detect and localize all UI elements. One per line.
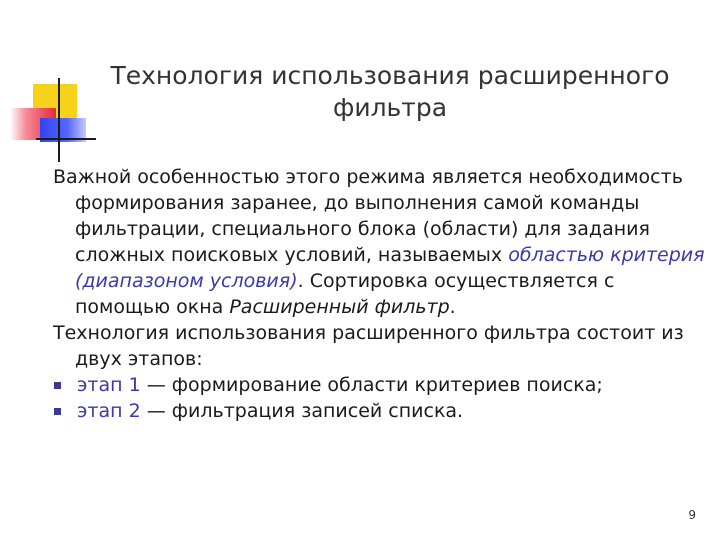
list-item [53, 398, 713, 424]
steps-list [53, 372, 713, 424]
step-label: этап 1 [77, 374, 141, 396]
paragraph-text: Важной особенностью этого режима является необходимость формирования заранее, до выполнения самой команды фильтрации, специального блока (области) для задания сложных поисковых условий, называемых [53, 166, 683, 266]
decor-horizontal-line [36, 138, 96, 140]
step-label: этап 2 [77, 400, 141, 422]
criteria-range-term: областью критерия (диапазоном условия) [75, 244, 705, 292]
step-text: — фильтрация записей списка. [140, 400, 464, 422]
slide-title-line-1: Технология использования расширенного [110, 61, 670, 90]
page-number: 9 [688, 508, 696, 522]
advanced-filter-dialog-name: Расширенный фильтр [229, 296, 450, 318]
paragraph-text: . [449, 296, 456, 318]
decor-vertical-line [58, 78, 60, 162]
step-text: — формирование области критериев поиска; [140, 374, 603, 396]
slide-title [70, 60, 710, 124]
paragraph-mode-description [53, 164, 713, 320]
paragraph-stages-intro: Технология использования расширенного фильтра состоит из двух этапов: [53, 322, 684, 370]
slide-title-line-2: фильтра [332, 93, 448, 122]
square-bullet-icon [54, 408, 61, 415]
square-bullet-icon [54, 382, 61, 389]
list-item [53, 372, 713, 398]
slide-body [53, 164, 713, 424]
paragraph-text: . Сортировка осуществляется с помощью окна [75, 270, 615, 318]
